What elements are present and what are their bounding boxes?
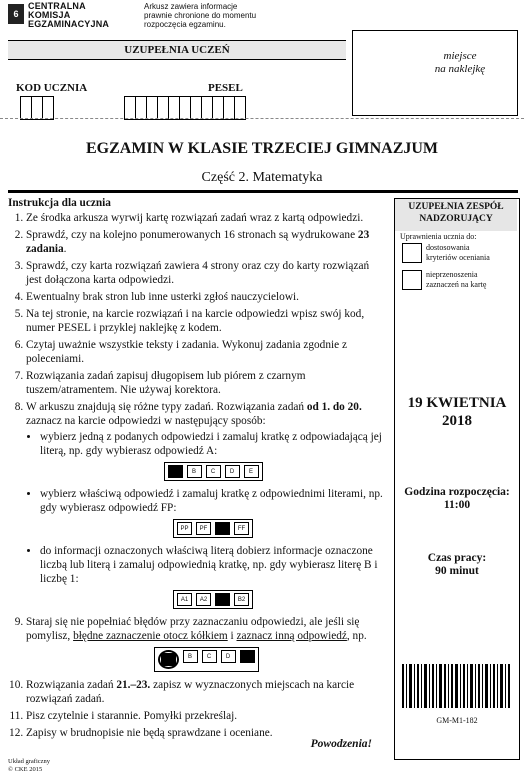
answer-box: D: [221, 650, 236, 663]
pesel-cell[interactable]: [179, 96, 190, 120]
answer-box: B2: [234, 593, 249, 606]
instruction-item: 3. Sprawdź, czy karta rozwiązań zawiera 4 strony oraz czy do karty rozwiązań jest dołączona karta odpowiedzi.: [26, 259, 386, 287]
instruction-item: 4. Ewentualny brak stron lub inne usterki zgłoś nauczycielowi.: [26, 290, 386, 304]
criteria-checkbox[interactable]: [402, 243, 422, 263]
instruction-item: 10. Rozwiązania zadań 21.–23. zapisz w wyznaczonych miejscach na karcie rozwiązań zadań.: [26, 678, 386, 706]
circled-mark-icon: [158, 650, 179, 669]
answer-box: B: [183, 650, 198, 663]
bullet-item: • do informacji oznaczonych właściwą literą dobierz informacje oznaczone liczbą lub literą i zamaluj odpowiednią kratkę, np. gdy wybierasz literę B i liczbę 1: A1 A2 B2: [40, 544, 386, 609]
answer-box: A1: [177, 593, 192, 606]
answer-box: [215, 522, 230, 535]
instruction-item: 1. Ze środka arkusza wyrwij kartę rozwiązań zadań wraz z kartą odpowiedzi.: [26, 211, 386, 225]
pesel-field[interactable]: [124, 96, 246, 120]
bullet-item: • wybierz jedną z podanych odpowiedzi i zamaluj kratkę z odpowiadającą jej literą, np. gdy wybierasz odpowiedź A: B C D E: [40, 430, 386, 481]
code-cell[interactable]: [42, 96, 54, 120]
work-time: Czas pracy: 90 minut: [427, 552, 487, 577]
instruction-item: 5. Na tej stronie, na karcie rozwiązań i na karcie odpowiedzi wpisz swój kod, numer PESEL i przyklej naklejkę z kodem.: [26, 307, 386, 335]
pesel-cell[interactable]: [201, 96, 212, 120]
supervisor-panel-heading: UZUPEŁNIA ZESPÓŁ NADZORUJĄCY: [395, 199, 517, 231]
exam-code: GM-M1-182: [436, 716, 478, 725]
example-answer-b1: [173, 590, 253, 609]
start-time: Godzina rozpoczęcia: 11:00: [404, 486, 510, 511]
sticker-placeholder: miejsce na naklejkę: [434, 50, 486, 75]
answer-box: FF: [234, 522, 249, 535]
no-transfer-label: nieprzenoszenia zaznaczeń na kartę: [426, 270, 487, 289]
instruction-item: 11. Pisz czytelnie i starannie. Pomyłki przekreślaj.: [26, 709, 386, 723]
example-answer-fp: [173, 519, 253, 538]
footer: Układ graficzny © CKE 2015: [8, 758, 51, 773]
institution-name: CENTRALNA KOMISJA EGZAMINACYJNA: [28, 1, 110, 29]
barcode-icon: [402, 664, 510, 708]
instruction-item: 9. Staraj się nie popełniać błędów przy zaznaczaniu odpowiedzi, ale jeśli się pomylisz, błędne zaznaczenie otocz kółkiem i zaznacz inną odpowiedź, np. B C D: [26, 615, 386, 672]
pesel-cell[interactable]: [168, 96, 179, 120]
answer-box: E: [244, 465, 259, 478]
example-answer-correction: [154, 647, 259, 672]
student-code-field[interactable]: [20, 96, 54, 120]
instructions-heading: Instrukcja dla ucznia: [8, 197, 111, 209]
pesel-cell[interactable]: [157, 96, 168, 120]
pesel-label: PESEL: [208, 82, 243, 94]
example-answer-a: [164, 462, 263, 481]
instruction-item: 12. Zapisy w brudnopisie nie będą sprawdzane i oceniane.: [26, 726, 386, 740]
answer-box: [168, 465, 183, 478]
instruction-item: 2. Sprawdź, czy na kolejno ponumerowanych 16 stronach są wydrukowane 23 zadania.: [26, 228, 386, 256]
answer-box: [161, 653, 176, 666]
cke-logo-icon: 6: [8, 4, 24, 24]
instruction-item: 7. Rozwiązania zadań zapisuj długopisem lub piórem z czarnym tuszem/atramentem. Nie używaj korektora.: [26, 369, 386, 397]
answer-box: [215, 593, 230, 606]
bullet-item: • wybierz właściwą odpowiedź i zamaluj kratkę z odpowiednimi literami, np. gdy wybierasz odpowiedź FP: PP PF FF: [40, 487, 386, 538]
pesel-cell[interactable]: [190, 96, 201, 120]
exam-subtitle: Część 2. Matematyka: [201, 170, 323, 185]
pesel-cell[interactable]: [146, 96, 157, 120]
pesel-cell[interactable]: [223, 96, 234, 120]
pesel-cell[interactable]: [234, 96, 246, 120]
instruction-item: 8. W arkuszu znajdują się różne typy zadań. Rozwiązania zadań od 1. do 20. zaznacz na karcie odpowiedzi w następujący sposób: • wybierz jedną z podanych odpowiedzi i zamaluj kratkę z odpowiadającą jej literą, np. gdy wybierasz odpowiedź A: B C D E • wybierz właściwą odpowiedź i zamaluj kratkę z odpowiednimi literami, np. gdy wybierasz odpowiedź FP: PP PF FF • do informacji oznaczonych właściwą literą dobierz informacje oznaczone liczbą lub literą i zamaluj odpowiednią kratkę, np. gdy wybierasz literę B i liczbę 1: A1 A2 B2: [26, 400, 386, 609]
answer-box: PF: [196, 522, 211, 535]
exam-date: 19 KWIETNIA 2018: [407, 395, 507, 429]
answer-box: D: [225, 465, 240, 478]
no-transfer-checkbox[interactable]: [402, 270, 422, 290]
student-code-label: KOD UCZNIA: [16, 82, 88, 94]
cut-line: [0, 118, 524, 120]
pesel-cell[interactable]: [124, 96, 135, 120]
answer-box: A2: [196, 593, 211, 606]
instructions: [8, 196, 386, 743]
student-section-header: UZUPEŁNIA UCZEŃ: [8, 40, 346, 60]
confidentiality-notice: Arkusz zawiera informacje prawnie chronione do momentu rozpoczęcia egzaminu.: [144, 2, 257, 29]
pesel-cell[interactable]: [135, 96, 146, 120]
answer-box: [240, 650, 255, 663]
code-cell[interactable]: [20, 96, 31, 120]
answer-box: C: [206, 465, 221, 478]
pesel-cell[interactable]: [212, 96, 223, 120]
instruction-item: 6. Czytaj uważnie wszystkie teksty i zadania. Wykonuj zadania zgodnie z poleceniami.: [26, 338, 386, 366]
rights-label: Uprawnienia ucznia do:: [400, 232, 477, 241]
divider: [8, 190, 518, 193]
answer-box: C: [202, 650, 217, 663]
criteria-label: dostosowania kryteriów oceniania: [426, 243, 490, 262]
answer-box: B: [187, 465, 202, 478]
good-luck-text: Powodzenia!: [310, 738, 372, 750]
exam-title: EGZAMIN W KLASIE TRZECIEJ GIMNAZJUM: [85, 140, 439, 157]
code-cell[interactable]: [31, 96, 42, 120]
answer-box: PP: [177, 522, 192, 535]
